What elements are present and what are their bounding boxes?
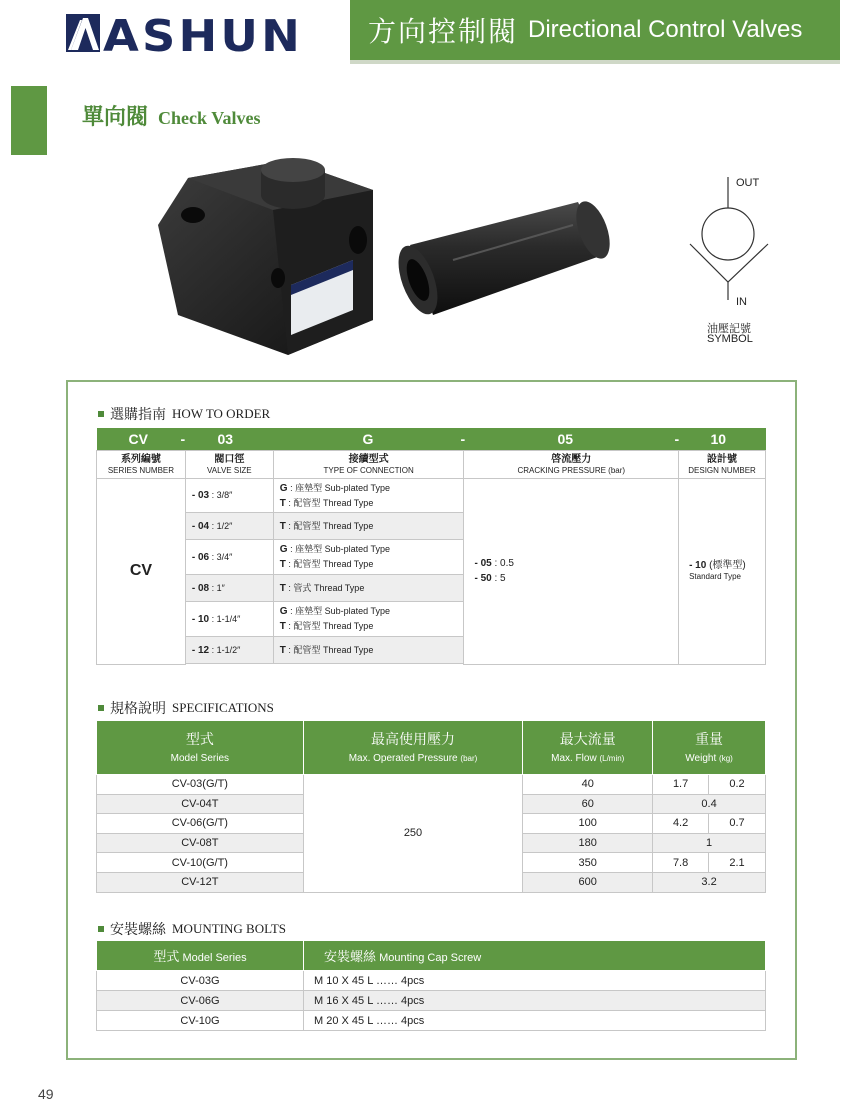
pressure-code: - 50 bbox=[474, 573, 492, 585]
screw-cell: M 20 X 45 L …… 4pcs bbox=[304, 1011, 766, 1031]
col-size bbox=[185, 451, 273, 479]
subplate-check-valve-photo bbox=[158, 158, 373, 355]
pressure-cell: - 05 : 0.5 - 50 : 5 bbox=[464, 479, 679, 665]
conn-zh: 配管型 bbox=[293, 497, 321, 508]
spec-heading bbox=[98, 698, 274, 718]
model-cell: CV-08T bbox=[97, 833, 304, 853]
header-zh: 最高使用壓力 bbox=[371, 731, 455, 748]
order-heading-en: HOW TO ORDER bbox=[172, 406, 271, 421]
size-value: 1/2″ bbox=[216, 520, 233, 531]
flow-cell: 60 bbox=[523, 794, 653, 814]
size-value: 1-1/2″ bbox=[216, 644, 241, 655]
header-en: Max. Operated Pressure bbox=[348, 752, 458, 764]
conn-zh: 座墊型 bbox=[295, 482, 323, 493]
conn-code: T bbox=[279, 621, 286, 632]
code-size: 03 bbox=[217, 431, 234, 447]
model-cell: CV-03G bbox=[97, 971, 304, 991]
order-code-row bbox=[97, 428, 766, 451]
size-value: 3/8″ bbox=[216, 490, 233, 500]
series-cell: CV bbox=[97, 479, 186, 665]
header-en: Model Series bbox=[182, 952, 247, 964]
connection-cell: T : 管式 Thread Type bbox=[273, 575, 464, 602]
size-cell: - 10 : 1-1/4″ bbox=[185, 602, 273, 637]
size-cell: - 12 : 1-1/2″ bbox=[185, 637, 273, 664]
col-label-en: DESIGN NUMBER bbox=[688, 465, 756, 475]
model-cell: CV-10(G/T) bbox=[97, 853, 304, 873]
order-label-row bbox=[97, 451, 766, 479]
spec-heading-en: SPECIFICATIONS bbox=[172, 700, 274, 715]
size-value: 1-1/4″ bbox=[216, 613, 241, 624]
model-cell: CV-03(G/T) bbox=[97, 775, 304, 795]
header-zh: 最大流量 bbox=[559, 731, 616, 748]
flow-cell: 350 bbox=[523, 853, 653, 873]
conn-code: T bbox=[279, 520, 286, 532]
bolts-heading-zh: 安裝螺絲 bbox=[110, 922, 166, 938]
conn-zh: 配管型 bbox=[293, 644, 321, 655]
weight-cell: 0.4 bbox=[653, 794, 766, 814]
spec-heading-zh: 規格說明 bbox=[110, 701, 166, 717]
conn-code: T bbox=[279, 582, 286, 594]
bolts-header-screw bbox=[304, 941, 766, 971]
pressure-cell: 250 bbox=[303, 775, 523, 893]
col-pressure bbox=[464, 451, 679, 479]
conn-code: T bbox=[279, 559, 286, 570]
size-code: - 04 bbox=[191, 520, 210, 532]
header-zh: 重量 bbox=[695, 731, 724, 748]
header-zh: 型式 bbox=[185, 731, 214, 748]
conn-zh: 座墊型 bbox=[295, 606, 323, 616]
product-photos bbox=[148, 150, 618, 360]
bolts-table bbox=[96, 940, 766, 1031]
bolts-row bbox=[97, 971, 766, 991]
screw-cell: M 10 X 45 L …… 4pcs bbox=[304, 971, 766, 991]
col-design bbox=[679, 451, 766, 479]
header-en: Weight bbox=[685, 752, 717, 764]
col-label-en: SERIES NUMBER bbox=[107, 465, 175, 475]
conn-en: Sub-plated Type bbox=[324, 482, 391, 493]
code-design: 10 bbox=[710, 431, 727, 447]
size-code: - 10 bbox=[191, 613, 210, 625]
model-cell: CV-04T bbox=[97, 794, 304, 814]
design-code: - 10 bbox=[689, 560, 707, 572]
flow-cell: 180 bbox=[523, 833, 653, 853]
design-cell bbox=[679, 479, 766, 665]
order-heading-zh: 選購指南 bbox=[110, 407, 166, 423]
size-code: - 06 bbox=[191, 551, 210, 563]
ashun-logo bbox=[66, 10, 306, 56]
size-value: 1″ bbox=[216, 582, 225, 593]
weight-g-cell: 4.2 bbox=[653, 814, 709, 834]
conn-en: Thread Type bbox=[322, 559, 374, 569]
spec-row bbox=[97, 775, 766, 795]
bullet-square-icon bbox=[98, 926, 104, 932]
model-cell: CV-06(G/T) bbox=[97, 814, 304, 834]
conn-code: G bbox=[279, 606, 288, 617]
code-pressure: 05 bbox=[557, 431, 574, 447]
bolts-header-row bbox=[97, 941, 766, 971]
weight-g-cell: 7.8 bbox=[653, 853, 709, 873]
model-cell: CV-06G bbox=[97, 991, 304, 1011]
section-title-en: Check Valves bbox=[158, 108, 261, 128]
code-series: CV bbox=[128, 431, 148, 447]
conn-zh: 配管型 bbox=[293, 520, 321, 531]
weight-g-cell: 1.7 bbox=[653, 775, 709, 795]
connection-cell: G : 座墊型 Sub-plated Type T : 配管型 Thread Type bbox=[273, 479, 464, 513]
weight-cell: 1 bbox=[653, 833, 766, 853]
spec-header-pressure bbox=[303, 721, 523, 775]
screw-cell: M 16 X 45 L …… 4pcs bbox=[304, 991, 766, 1011]
section-title bbox=[82, 100, 261, 131]
conn-code: T bbox=[279, 644, 286, 656]
col-label-en: VALVE SIZE bbox=[207, 465, 252, 475]
order-heading bbox=[98, 404, 270, 424]
spec-header-model bbox=[97, 721, 304, 775]
pressure-code: - 05 bbox=[474, 558, 492, 570]
conn-en: Thread Type bbox=[322, 644, 374, 655]
header-en: Mounting Cap Screw bbox=[379, 952, 482, 964]
size-cell: - 04 : 1/2″ bbox=[185, 513, 273, 540]
banner-shadow bbox=[350, 60, 840, 64]
size-value: 3/4″ bbox=[216, 551, 233, 562]
conn-en: Thread Type bbox=[322, 497, 374, 508]
conn-en: Sub-plated Type bbox=[324, 606, 391, 616]
conn-zh: 配管型 bbox=[293, 621, 321, 631]
bullet-square-icon bbox=[98, 411, 104, 417]
size-cell: - 08 : 1″ bbox=[185, 575, 273, 602]
connection-cell: G : 座墊型 Sub-plated Type T : 配管型 Thread Type bbox=[273, 602, 464, 637]
flow-cell: 40 bbox=[523, 775, 653, 795]
code-dash: - bbox=[460, 431, 466, 447]
section-title-zh: 單向閥 bbox=[82, 105, 149, 130]
flow-cell: 600 bbox=[523, 872, 653, 892]
weight-t-cell: 0.2 bbox=[709, 775, 766, 795]
category-banner bbox=[350, 0, 840, 60]
col-label-zh: 閥口徑 bbox=[214, 454, 245, 466]
header-unit: (L/min) bbox=[599, 753, 625, 763]
header-unit: (kg) bbox=[719, 753, 733, 763]
order-table bbox=[96, 428, 766, 665]
header-en: Model Series bbox=[170, 752, 230, 764]
order-row bbox=[97, 479, 766, 513]
logo-wordmark: ASHUN bbox=[103, 11, 303, 56]
col-label-zh: 接續型式 bbox=[348, 454, 389, 466]
conn-en: Thread Type bbox=[322, 520, 374, 531]
size-code: - 03 bbox=[191, 490, 210, 501]
size-cell: - 03 : 3/8″ bbox=[185, 479, 273, 513]
connection-cell: T : 配管型 Thread Type bbox=[273, 637, 464, 664]
bolts-header-model bbox=[97, 941, 304, 971]
bolts-heading bbox=[98, 919, 286, 939]
symbol-caption-zh: 油壓記號 bbox=[707, 323, 751, 335]
conn-en: Thread Type bbox=[322, 621, 374, 631]
header-zh: 安裝螺絲 bbox=[324, 949, 377, 964]
conn-code: G bbox=[279, 544, 288, 555]
symbol-in-label: IN bbox=[736, 296, 747, 308]
model-cell: CV-10G bbox=[97, 1011, 304, 1031]
conn-zh: 管式 bbox=[293, 582, 312, 593]
col-label-zh: 啓流壓力 bbox=[551, 454, 592, 466]
flow-cell: 100 bbox=[523, 814, 653, 834]
symbol-out-label: OUT bbox=[736, 177, 760, 189]
weight-t-cell: 2.1 bbox=[709, 853, 766, 873]
design-en: Standard Type bbox=[689, 572, 741, 582]
bolts-row bbox=[97, 991, 766, 1011]
inline-check-valve-photo bbox=[391, 197, 617, 319]
size-code: - 12 bbox=[191, 644, 210, 656]
header-unit: (bar) bbox=[460, 753, 478, 763]
page-number: 49 bbox=[38, 1086, 54, 1100]
conn-code: T bbox=[279, 497, 286, 509]
weight-t-cell: 0.7 bbox=[709, 814, 766, 834]
model-cell: CV-12T bbox=[97, 872, 304, 892]
conn-code: G bbox=[279, 482, 288, 494]
pressure-value: 0.5 bbox=[500, 558, 514, 570]
conn-zh: 座墊型 bbox=[295, 544, 323, 554]
size-cell: - 06 : 3/4″ bbox=[185, 540, 273, 575]
bullet-square-icon bbox=[98, 705, 104, 711]
col-label-en: TYPE OF CONNECTION bbox=[323, 465, 414, 475]
col-series bbox=[97, 451, 186, 479]
col-connection bbox=[273, 451, 464, 479]
banner-title-en: Directional Control Valves bbox=[528, 16, 803, 43]
code-dash: - bbox=[674, 431, 680, 447]
conn-en: Thread Type bbox=[313, 582, 365, 593]
size-code: - 08 bbox=[191, 582, 210, 594]
spec-table bbox=[96, 720, 766, 893]
col-label-zh: 設計號 bbox=[707, 454, 738, 466]
banner-title-zh: 方向控制閥 bbox=[368, 15, 519, 48]
pressure-value: 5 bbox=[500, 573, 506, 585]
design-zh: (標準型) bbox=[709, 560, 746, 572]
spec-header-row bbox=[97, 721, 766, 775]
bolts-heading-en: MOUNTING BOLTS bbox=[172, 921, 286, 936]
connection-cell: G : 座墊型 Sub-plated Type T : 配管型 Thread Type bbox=[273, 540, 464, 575]
connection-cell: T : 配管型 Thread Type bbox=[273, 513, 464, 540]
weight-cell: 3.2 bbox=[653, 872, 766, 892]
col-label-en: CRACKING PRESSURE (bar) bbox=[517, 465, 626, 475]
conn-zh: 配管型 bbox=[293, 559, 321, 569]
col-label-zh: 系列編號 bbox=[120, 454, 161, 466]
header-en: Max. Flow bbox=[551, 752, 597, 764]
code-dash: - bbox=[180, 431, 186, 447]
symbol-caption-en: SYMBOL bbox=[707, 333, 753, 345]
code-connection: G bbox=[362, 431, 374, 447]
spec-header-flow bbox=[523, 721, 653, 775]
section-accent-bar bbox=[11, 86, 47, 155]
bolts-row bbox=[97, 1011, 766, 1031]
header-zh: 型式 bbox=[153, 949, 180, 964]
conn-en: Sub-plated Type bbox=[324, 544, 391, 554]
spec-header-weight bbox=[653, 721, 766, 775]
